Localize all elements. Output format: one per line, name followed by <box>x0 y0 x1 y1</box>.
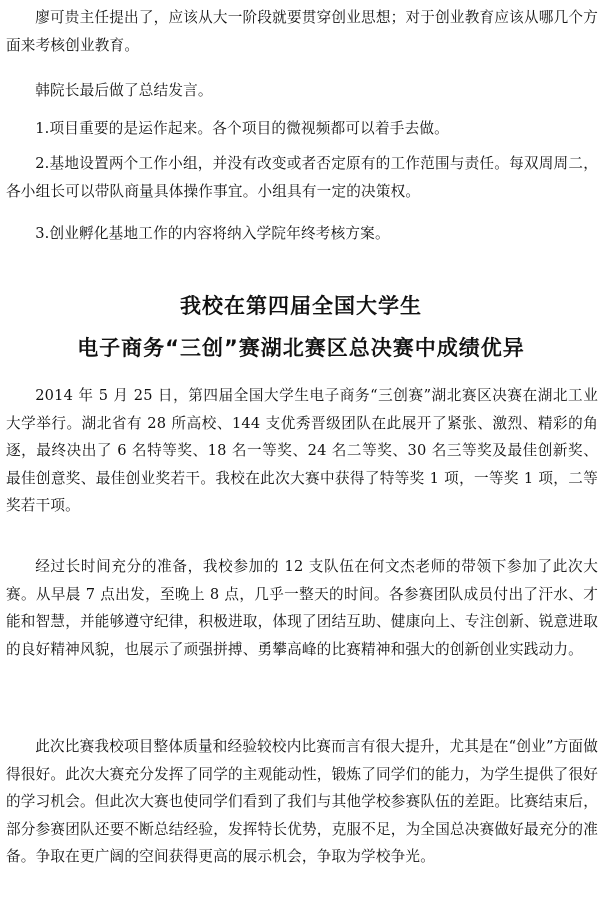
intro-list-item-1: 1.项目重要的是运作起来。各个项目的微视频都可以着手去做。 <box>35 120 449 137</box>
article-paragraph-2: 经过长时间充分的准备，我校参加的 12 支队伍在何文杰老师的带领下参加了此次大赛。从早晨 7 点出发，至晚上 8 点，几乎一整天的时间。各参赛团队成员付出了汗水、才能和智慧，并能够遵守纪律，积极进取，体现了团结互助、健康向上、专注创新、锐意进取的良好精神风貌，也展示了顽强拼搏、勇攀高峰的比赛精神和强大的创新创业实践动力。 <box>6 558 598 658</box>
intro-paragraph-1: 廖可贵主任提出了，应该从大一阶段就要贯穿创业思想；对于创业教育应该从哪几个方面来考核创业教育。 <box>6 9 598 54</box>
article-title-line-2: 电子商务“三创”赛湖北赛区总决赛中成绩优异 <box>77 336 525 360</box>
article-paragraph-3: 此次比赛我校项目整体质量和经验较校内比赛而言有很大提升，尤其是在“创业”方面做得很好。此次大赛充分发挥了同学的主观能动性，锻炼了同学们的能力，为学生提供了很好的学习机会。但此次大赛也使同学们看到了我们与其他学校参赛队伍的差距。比赛结束后，部分参赛团队还要不断总结经验，发挥特长优势，克服不足，为全国总决赛做好最充分的准备。争取在更广阔的空间获得更高的展示机会，争取为学校争光。 <box>6 738 598 865</box>
intro-list-item-3: 3.创业孵化基地工作的内容将纳入学院年终考核方案。 <box>35 225 390 242</box>
intro-paragraph-2: 韩院长最后做了总结发言。 <box>35 82 213 99</box>
article-title-line-1: 我校在第四届全国大学生 <box>180 294 422 318</box>
article-paragraph-1: 2014 年 5 月 25 日，第四届全国大学生电子商务“三创赛”湖北赛区决赛在湖北工业大学举行。湖北省有 28 所高校、144 支优秀晋级团队在此展开了紧张、激烈、精彩的角逐，最终决出了 6 名特等奖、18 名一等奖、24 名二等奖、30 名三等奖及最佳创新奖、最佳创意奖、最佳创业奖若干。我校在此次大赛中获得了特等奖 1 项，一等奖 1 项，二等奖若干项。 <box>6 387 598 514</box>
intro-list-item-2: 2.基地设置两个工作小组，并没有改变或者否定原有的工作范围与责任。每双周周二，各小组长可以带队商量具体操作事宜。小组具有一定的决策权。 <box>6 155 598 200</box>
